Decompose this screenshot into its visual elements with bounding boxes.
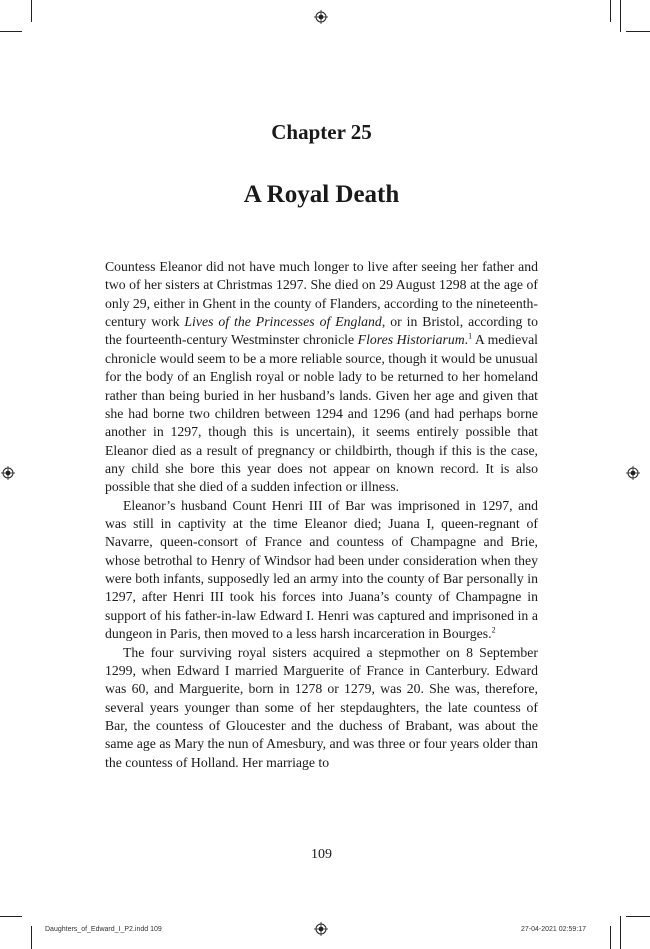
text-run: , or in Bristol, according to the fourteenth-century Westminster chronicle <box>105 314 538 348</box>
crop-mark <box>0 916 22 917</box>
page-number: 109 <box>311 847 332 862</box>
crop-mark <box>620 0 621 32</box>
footnote-marker: 2 <box>491 625 496 635</box>
body-text <box>105 258 538 772</box>
chapter-title: A Royal Death <box>243 181 400 208</box>
registration-mark-icon <box>314 922 328 936</box>
text-run: The four surviving royal sisters acquired a stepmother on 8 September 1299, when Edward I married Marguerite of France in Canterbury. Edward was 60, and Marguerite, born in 1278 or 1279, was 20. She was, therefore, several years younger than some of her stepdaughters, the late countess of Bar, the countess of Gloucester and the duchess of Brabant, was about the same age as Mary the nun of Amesbury, and was three or four years older than the countess of Holland. Her marriage to <box>105 644 538 770</box>
crop-mark <box>626 916 650 917</box>
text-run: Eleanor’s husband Count Henri III of Bar was imprisoned in 1297, and was still in captivity at the time Eleanor died; Juana I, queen-regnant of Navarre, queen-consort of France and countess of Champagne and Brie, whose betrothal to Henry of Windsor had been under consideration when they were both infants, supposedly led an army into the county of Bar personally in 1297, after Henri III took his forces into Juana’s county of Champagne in support of his father-in-law Edward I. Henri was captured and imprisoned in a dungeon in Paris, then moved to a less harsh incarceration in Bourges. <box>105 497 538 642</box>
italic-title: Lives of the Princesses of England <box>184 314 382 330</box>
chapter-label: Chapter 25 <box>271 120 372 144</box>
crop-mark <box>31 0 32 22</box>
registration-mark-icon <box>626 466 640 480</box>
registration-mark-icon <box>1 466 15 480</box>
text-run: . <box>464 332 469 348</box>
body-paragraph <box>105 644 538 773</box>
text-run: Countess Eleanor did not have much longer to live after seeing her father and two of her sisters at Christmas 1297. She died on 29 August 1298 at the age of only 29, either in Ghent in the county of Flanders, according to the nineteenth-century work <box>105 259 538 330</box>
crop-mark <box>610 0 611 22</box>
registration-mark-icon <box>314 10 328 24</box>
body-paragraph <box>105 258 538 497</box>
crop-mark <box>610 926 611 949</box>
italic-title: Flores Historiarum <box>357 332 465 348</box>
text-run: A medieval chronicle would seem to be a more reliable source, though it would be unusual for the body of an English royal or noble lady to be returned to her homeland rather than being buried in her husband’s lands. Given her age and given that she had borne two children between 1294 and 1296 (and had perhaps borne another in 1297, though this is uncertain), it seems entirely possible that Eleanor died as a result of pregnancy or childbirth, though if this is the case, any child she bore this year does not appear on known record. It is also possible that she died of a sudden infection or illness. <box>105 332 539 495</box>
crop-mark <box>620 916 621 949</box>
footnote-marker: 1 <box>468 331 473 341</box>
crop-mark <box>626 31 650 32</box>
body-paragraph <box>105 497 538 644</box>
crop-mark <box>31 926 32 949</box>
crop-mark <box>0 31 22 32</box>
slug-filename: Daughters_of_Edward_I_P2.indd 109 <box>45 926 162 933</box>
slug-datetime: 27-04-2021 02:59:17 <box>521 926 586 933</box>
